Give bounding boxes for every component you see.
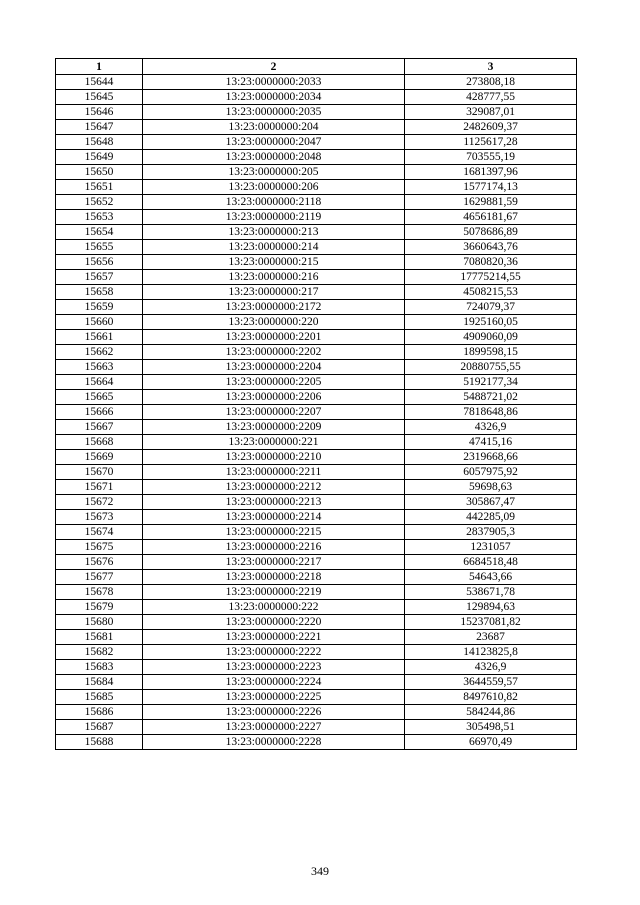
row-number-cell: 15680 [56, 615, 143, 630]
table-row [56, 375, 577, 390]
value-cell: 538671,78 [405, 585, 577, 600]
row-number-cell: 15672 [56, 495, 143, 510]
table-row [56, 570, 577, 585]
table-row [56, 630, 577, 645]
row-number-cell: 15677 [56, 570, 143, 585]
value-cell: 1577174,13 [405, 180, 577, 195]
value-cell: 1125617,28 [405, 135, 577, 150]
value-cell: 14123825,8 [405, 645, 577, 660]
value-cell: 305498,51 [405, 720, 577, 735]
cadastral-number-cell: 13:23:0000000:2222 [143, 645, 405, 660]
value-cell: 47415,16 [405, 435, 577, 450]
row-number-cell: 15648 [56, 135, 143, 150]
table-row [56, 255, 577, 270]
table-row [56, 285, 577, 300]
column-header-3: 3 [405, 59, 577, 75]
value-cell: 1629881,59 [405, 195, 577, 210]
row-number-cell: 15649 [56, 150, 143, 165]
table-row [56, 540, 577, 555]
row-number-cell: 15688 [56, 735, 143, 750]
table-row [56, 720, 577, 735]
cadastral-number-cell: 13:23:0000000:206 [143, 180, 405, 195]
cadastral-number-cell: 13:23:0000000:2225 [143, 690, 405, 705]
value-cell: 6057975,92 [405, 465, 577, 480]
cadastral-number-cell: 13:23:0000000:2217 [143, 555, 405, 570]
value-cell: 2482609,37 [405, 120, 577, 135]
value-cell: 273808,18 [405, 75, 577, 90]
table-row [56, 450, 577, 465]
table-row [56, 480, 577, 495]
value-cell: 5192177,34 [405, 375, 577, 390]
row-number-cell: 15671 [56, 480, 143, 495]
value-cell: 17775214,55 [405, 270, 577, 285]
value-cell: 4656181,67 [405, 210, 577, 225]
row-number-cell: 15657 [56, 270, 143, 285]
value-cell: 54643,66 [405, 570, 577, 585]
value-cell: 129894,63 [405, 600, 577, 615]
cadastral-number-cell: 13:23:0000000:2202 [143, 345, 405, 360]
cadastral-number-cell: 13:23:0000000:2227 [143, 720, 405, 735]
cadastral-number-cell: 13:23:0000000:2223 [143, 660, 405, 675]
cadastral-number-cell: 13:23:0000000:2209 [143, 420, 405, 435]
cadastral-number-cell: 13:23:0000000:2218 [143, 570, 405, 585]
table-row [56, 120, 577, 135]
cadastral-number-cell: 13:23:0000000:2213 [143, 495, 405, 510]
value-cell: 1925160,05 [405, 315, 577, 330]
table-row [56, 210, 577, 225]
table-row [56, 270, 577, 285]
cadastral-number-cell: 13:23:0000000:2201 [143, 330, 405, 345]
row-number-cell: 15674 [56, 525, 143, 540]
value-cell: 584244,86 [405, 705, 577, 720]
cadastral-number-cell: 13:23:0000000:2212 [143, 480, 405, 495]
row-number-cell: 15667 [56, 420, 143, 435]
cadastral-number-cell: 13:23:0000000:216 [143, 270, 405, 285]
cadastral-number-cell: 13:23:0000000:217 [143, 285, 405, 300]
value-cell: 703555,19 [405, 150, 577, 165]
value-cell: 1899598,15 [405, 345, 577, 360]
row-number-cell: 15650 [56, 165, 143, 180]
value-cell: 15237081,82 [405, 615, 577, 630]
row-number-cell: 15658 [56, 285, 143, 300]
row-number-cell: 15668 [56, 435, 143, 450]
table-row [56, 615, 577, 630]
table-row [56, 495, 577, 510]
table-row [56, 105, 577, 120]
cadastral-number-cell: 13:23:0000000:215 [143, 255, 405, 270]
value-cell: 59698,63 [405, 480, 577, 495]
row-number-cell: 15660 [56, 315, 143, 330]
cadastral-number-cell: 13:23:0000000:2206 [143, 390, 405, 405]
table-row [56, 435, 577, 450]
value-cell: 23687 [405, 630, 577, 645]
row-number-cell: 15656 [56, 255, 143, 270]
cadastral-number-cell: 13:23:0000000:2211 [143, 465, 405, 480]
value-cell: 1681397,96 [405, 165, 577, 180]
table-row [56, 330, 577, 345]
value-cell: 3644559,57 [405, 675, 577, 690]
table-row [56, 345, 577, 360]
cadastral-number-cell: 13:23:0000000:2048 [143, 150, 405, 165]
table-row [56, 300, 577, 315]
table-row [56, 135, 577, 150]
cadastral-number-cell: 13:23:0000000:2214 [143, 510, 405, 525]
row-number-cell: 15661 [56, 330, 143, 345]
value-cell: 6684518,48 [405, 555, 577, 570]
value-cell: 3660643,76 [405, 240, 577, 255]
table-row [56, 585, 577, 600]
value-cell: 66970,49 [405, 735, 577, 750]
cadastral-number-cell: 13:23:0000000:2205 [143, 375, 405, 390]
cadastral-number-cell: 13:23:0000000:220 [143, 315, 405, 330]
cadastral-number-cell: 13:23:0000000:2226 [143, 705, 405, 720]
row-number-cell: 15683 [56, 660, 143, 675]
column-header-2: 2 [143, 59, 405, 75]
value-cell: 305867,47 [405, 495, 577, 510]
table-body [56, 75, 577, 750]
value-cell: 4508215,53 [405, 285, 577, 300]
cadastral-number-cell: 13:23:0000000:2033 [143, 75, 405, 90]
table-row [56, 315, 577, 330]
row-number-cell: 15659 [56, 300, 143, 315]
page-number: 349 [311, 864, 329, 878]
row-number-cell: 15655 [56, 240, 143, 255]
table-row [56, 690, 577, 705]
cadastral-number-cell: 13:23:0000000:2215 [143, 525, 405, 540]
table-row [56, 405, 577, 420]
column-header-1: 1 [56, 59, 143, 75]
row-number-cell: 15645 [56, 90, 143, 105]
cadastral-number-cell: 13:23:0000000:221 [143, 435, 405, 450]
cadastral-number-cell: 13:23:0000000:2216 [143, 540, 405, 555]
table-row [56, 420, 577, 435]
cadastral-number-cell: 13:23:0000000:222 [143, 600, 405, 615]
value-cell: 7080820,36 [405, 255, 577, 270]
value-cell: 4326,9 [405, 420, 577, 435]
row-number-cell: 15652 [56, 195, 143, 210]
value-cell: 442285,09 [405, 510, 577, 525]
cadastral-number-cell: 13:23:0000000:2221 [143, 630, 405, 645]
row-number-cell: 15646 [56, 105, 143, 120]
table-row [56, 600, 577, 615]
cadastral-number-cell: 13:23:0000000:2228 [143, 735, 405, 750]
table-row [56, 525, 577, 540]
table-row [56, 360, 577, 375]
table-row [56, 180, 577, 195]
row-number-cell: 15685 [56, 690, 143, 705]
value-cell: 1231057 [405, 540, 577, 555]
row-number-cell: 15673 [56, 510, 143, 525]
cadastral-number-cell: 13:23:0000000:2219 [143, 585, 405, 600]
cadastral-number-cell: 13:23:0000000:214 [143, 240, 405, 255]
row-number-cell: 15662 [56, 345, 143, 360]
row-number-cell: 15682 [56, 645, 143, 660]
row-number-cell: 15654 [56, 225, 143, 240]
row-number-cell: 15651 [56, 180, 143, 195]
cadastral-number-cell: 13:23:0000000:2034 [143, 90, 405, 105]
cadastral-number-cell: 13:23:0000000:2035 [143, 105, 405, 120]
row-number-cell: 15678 [56, 585, 143, 600]
cadastral-number-cell: 13:23:0000000:213 [143, 225, 405, 240]
row-number-cell: 15675 [56, 540, 143, 555]
table-row [56, 150, 577, 165]
row-number-cell: 15666 [56, 405, 143, 420]
table-row [56, 555, 577, 570]
table-row [56, 165, 577, 180]
value-cell: 4909060,09 [405, 330, 577, 345]
table-row [56, 240, 577, 255]
row-number-cell: 15644 [56, 75, 143, 90]
row-number-cell: 15664 [56, 375, 143, 390]
data-table [55, 58, 577, 750]
value-cell: 2837905,3 [405, 525, 577, 540]
value-cell: 20880755,55 [405, 360, 577, 375]
table-row [56, 225, 577, 240]
value-cell: 2319668,66 [405, 450, 577, 465]
cadastral-number-cell: 13:23:0000000:2118 [143, 195, 405, 210]
table-row [56, 195, 577, 210]
cadastral-number-cell: 13:23:0000000:2204 [143, 360, 405, 375]
table-row [56, 90, 577, 105]
cadastral-number-cell: 13:23:0000000:2210 [143, 450, 405, 465]
value-cell: 4326,9 [405, 660, 577, 675]
table-header-row [56, 59, 577, 75]
value-cell: 5078686,89 [405, 225, 577, 240]
table-row [56, 75, 577, 90]
value-cell: 428777,55 [405, 90, 577, 105]
row-number-cell: 15670 [56, 465, 143, 480]
row-number-cell: 15679 [56, 600, 143, 615]
table-row [56, 660, 577, 675]
value-cell: 8497610,82 [405, 690, 577, 705]
table-row [56, 735, 577, 750]
row-number-cell: 15663 [56, 360, 143, 375]
row-number-cell: 15665 [56, 390, 143, 405]
cadastral-number-cell: 13:23:0000000:204 [143, 120, 405, 135]
value-cell: 329087,01 [405, 105, 577, 120]
table-row [56, 465, 577, 480]
row-number-cell: 15681 [56, 630, 143, 645]
row-number-cell: 15687 [56, 720, 143, 735]
cadastral-number-cell: 13:23:0000000:2119 [143, 210, 405, 225]
row-number-cell: 15647 [56, 120, 143, 135]
value-cell: 5488721,02 [405, 390, 577, 405]
cadastral-number-cell: 13:23:0000000:2047 [143, 135, 405, 150]
row-number-cell: 15676 [56, 555, 143, 570]
cadastral-number-cell: 13:23:0000000:2220 [143, 615, 405, 630]
table-row [56, 645, 577, 660]
value-cell: 724079,37 [405, 300, 577, 315]
row-number-cell: 15669 [56, 450, 143, 465]
cadastral-number-cell: 13:23:0000000:2207 [143, 405, 405, 420]
cadastral-number-cell: 13:23:0000000:2172 [143, 300, 405, 315]
table-row [56, 675, 577, 690]
table-row [56, 510, 577, 525]
row-number-cell: 15653 [56, 210, 143, 225]
table-row [56, 705, 577, 720]
row-number-cell: 15684 [56, 675, 143, 690]
cadastral-number-cell: 13:23:0000000:2224 [143, 675, 405, 690]
value-cell: 7818648,86 [405, 405, 577, 420]
table-row [56, 390, 577, 405]
row-number-cell: 15686 [56, 705, 143, 720]
cadastral-number-cell: 13:23:0000000:205 [143, 165, 405, 180]
